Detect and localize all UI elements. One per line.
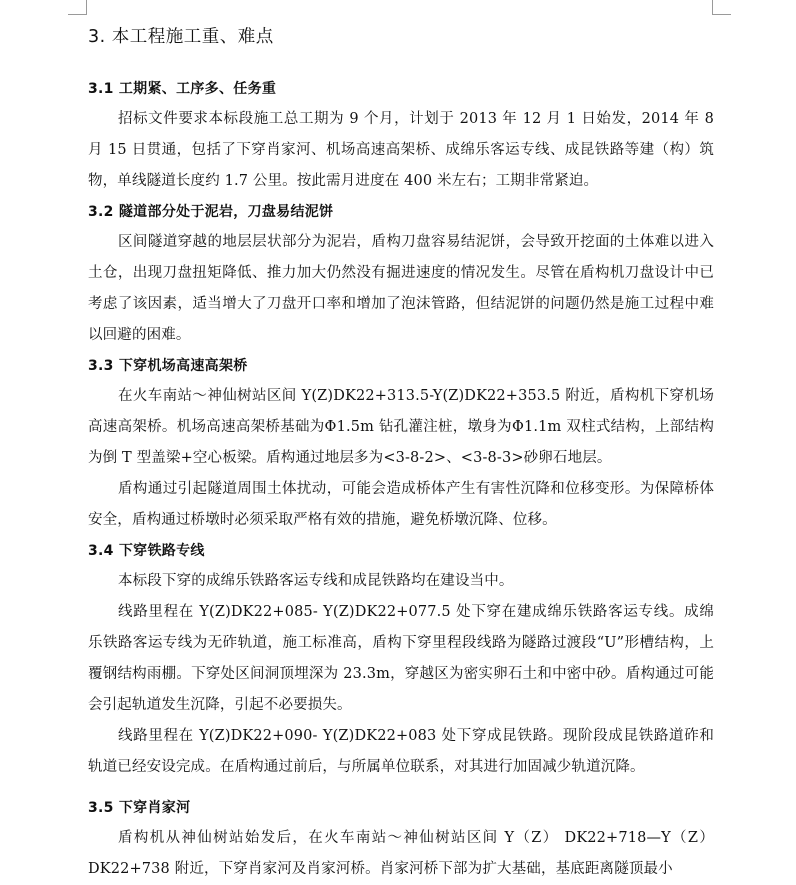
- paragraph: 招标文件要求本标段施工总工期为 9 个月，计划于 2013 年 12 月 1 日始发，2014 年 8 月 15 日贯通，包括了下穿肖家河、机场高速高架桥、成绵乐客运专线、成昆铁路等建（构）筑物，单线隧道长度约 1.7 公里。按此需月进度在 400 米左右；工期非常紧迫。: [88, 111, 714, 189]
- section-heading: 3. 本工程施工重、难点: [88, 27, 274, 47]
- subsection-title-3-3: 3.3 下穿机场高速高架桥: [88, 358, 248, 374]
- subsection-title-3-1: 3.1 工期紧、工序多、任务重: [88, 81, 277, 97]
- paragraph: 盾构机从神仙树站始发后，在火车南站～神仙树站区间 Y（Z） DK22+718—Y（Z） DK22+738 附近，下穿肖家河及肖家河桥。肖家河桥下部为扩大基础，基底距离隧顶最小: [88, 830, 714, 877]
- paragraph: 在火车南站～神仙树站区间 Y(Z)DK22+313.5-Y(Z)DK22+353.5 附近，盾构机下穿机场高速高架桥。机场高速高架桥基础为Φ1.5m 钻孔灌注桩，墩身为Φ1.1m 双柱式结构，上部结构为倒 T 型盖梁+空心板梁。盾构通过地层多为<3-8-2>、<3-8-3>砂卵石地层。: [88, 388, 714, 466]
- paragraph: 线路里程在 Y(Z)DK22+090- Y(Z)DK22+083 处下穿成昆铁路。现阶段成昆铁路道砟和轨道已经安设完成。在盾构通过前后，与所属单位联系，对其进行加固减少轨道沉降。: [88, 728, 714, 775]
- subsection-title-3-4: 3.4 下穿铁路专线: [88, 543, 205, 559]
- page-corner-mark-right: [712, 0, 731, 15]
- paragraph: 线路里程在 Y(Z)DK22+085- Y(Z)DK22+077.5 处下穿在建成绵乐铁路客运专线。成绵乐铁路客运专线为无砟轨道，施工标准高，盾构下穿里程段线路为隧路过渡段“U”形槽结构，上覆钢结构雨棚。下穿处区间洞顶埋深为 23.3m，穿越区为密实卵石土和中密中砂。盾构通过可能会引起轨道发生沉降，引起不必要损失。: [88, 604, 714, 713]
- paragraph: 盾构通过引起隧道周围土体扰动，可能会造成桥体产生有害性沉降和位移变形。为保障桥体安全，盾构通过桥墩时必须采取严格有效的措施，避免桥墩沉降、位移。: [88, 481, 714, 528]
- subsection-title-3-5: 3.5 下穿肖家河: [88, 800, 191, 816]
- paragraph: 本标段下穿的成绵乐铁路客运专线和成昆铁路均在建设当中。: [118, 573, 514, 589]
- document-body: [88, 22, 714, 885]
- subsection-title-3-2: 3.2 隧道部分处于泥岩，刀盘易结泥饼: [88, 204, 334, 220]
- page-corner-mark-left: [68, 0, 87, 15]
- paragraph: 区间隧道穿越的地层层状部分为泥岩，盾构刀盘容易结泥饼，会导致开挖面的土体难以进入土仓，出现刀盘扭矩降低、推力加大仍然没有掘进速度的情况发生。尽管在盾构机刀盘设计中已考虑了该因素，适当增大了刀盘开口率和增加了泡沫管路，但结泥饼的问题仍然是施工过程中难以回避的困难。: [88, 234, 714, 343]
